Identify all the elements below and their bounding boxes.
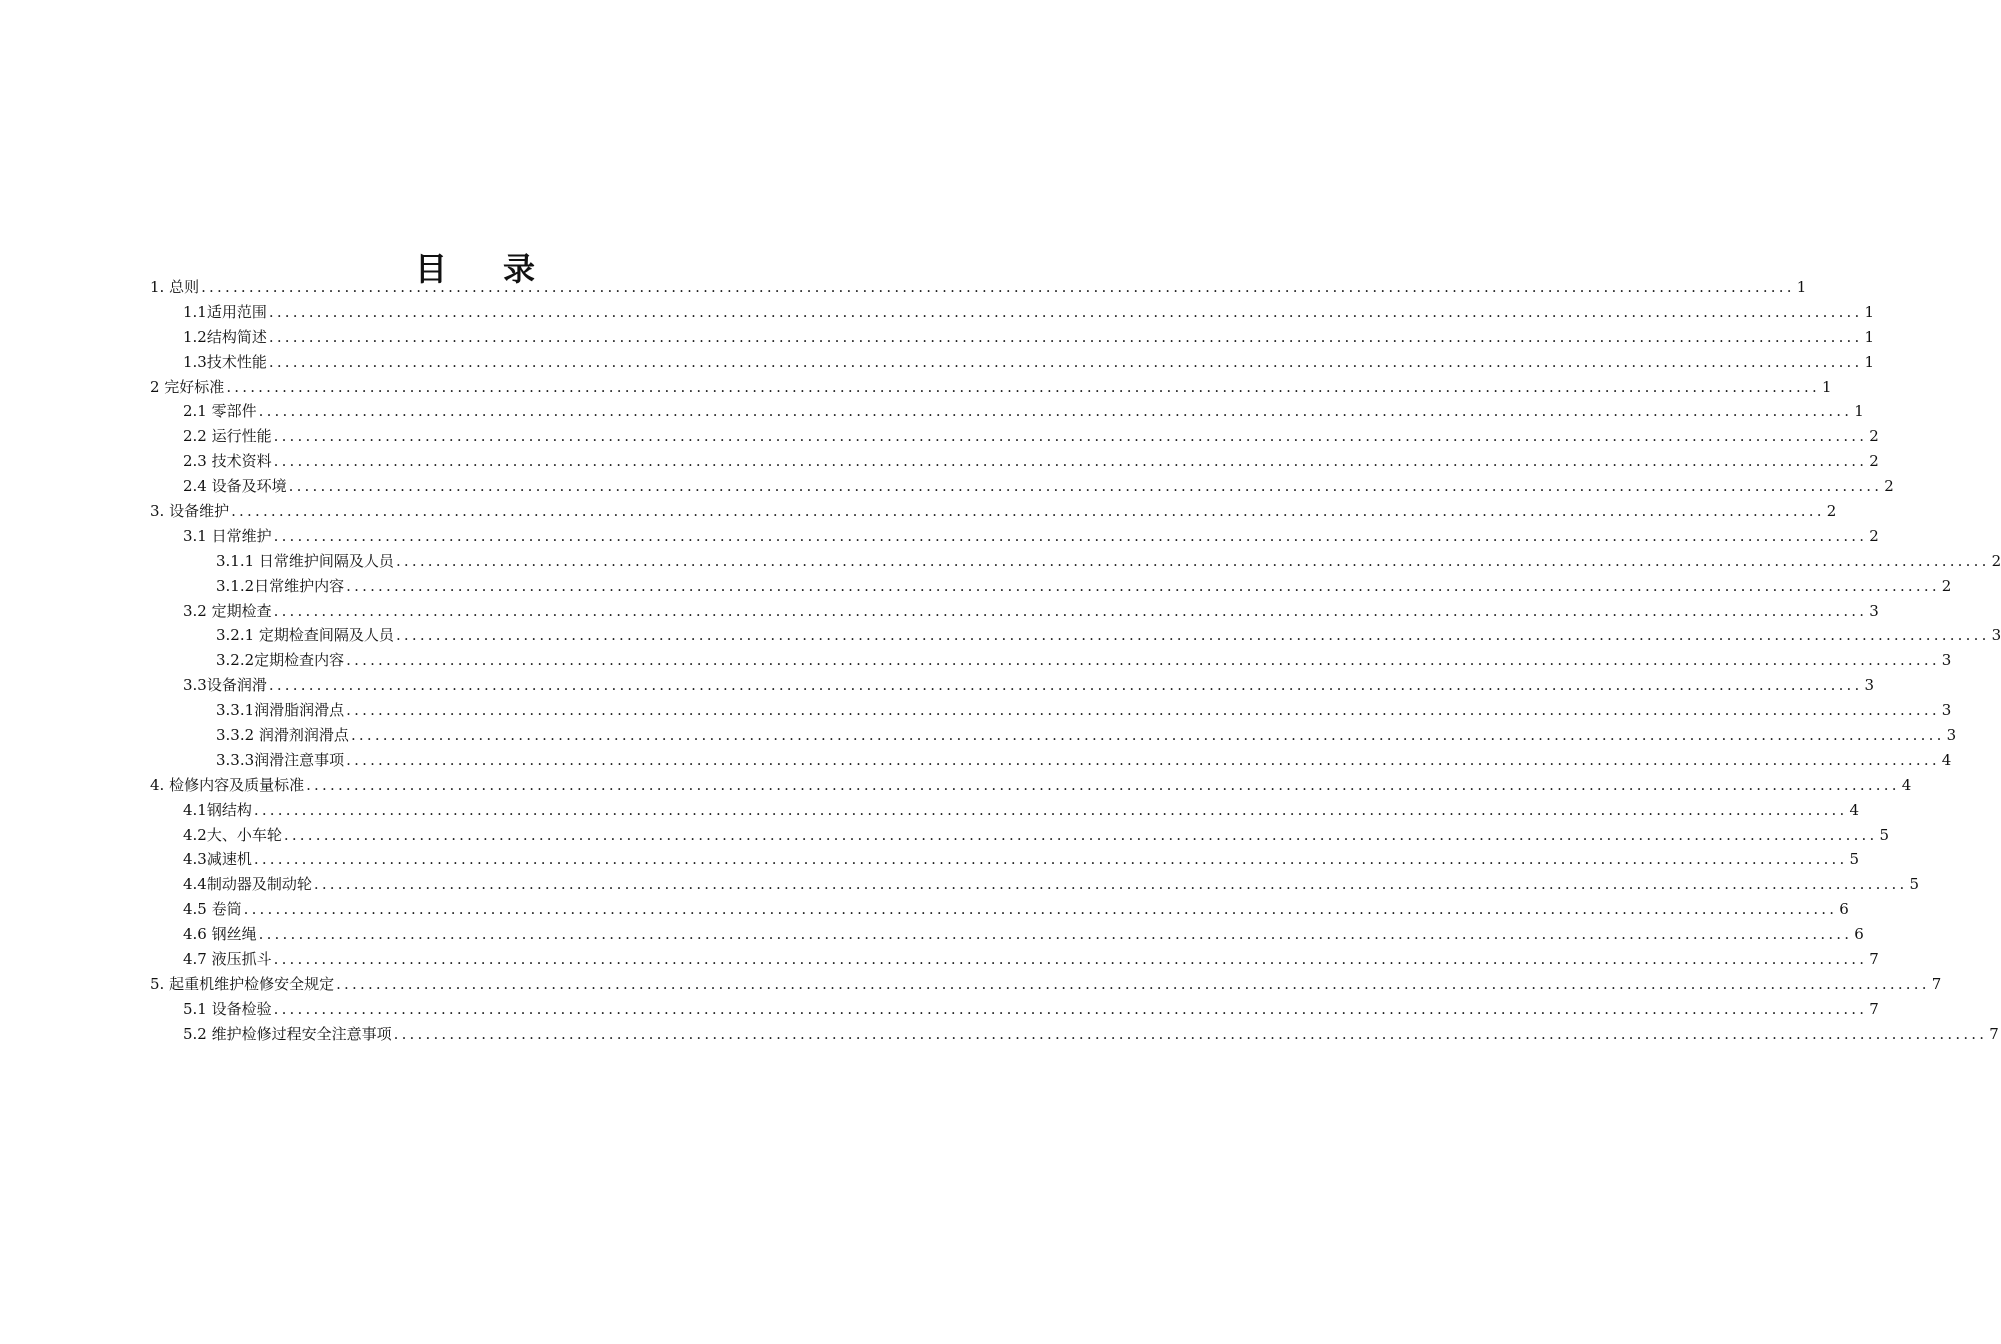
toc-entry[interactable] — [150, 773, 1912, 798]
toc-entry[interactable] — [150, 723, 1957, 748]
toc-entry-text: 4.7 液压抓斗 — [183, 950, 272, 969]
toc-entry-text: 2 完好标准 — [150, 377, 225, 396]
toc-page-number: 5 — [1909, 875, 1920, 894]
toc-dot-leader: ........................................................................................................................................................................................................ — [231, 502, 1825, 521]
toc-entry-text: 1.2结构简述 — [183, 327, 267, 346]
toc-entry[interactable] — [150, 897, 1849, 922]
toc-dot-leader: ........................................................................................................................................................................................................ — [273, 999, 1868, 1018]
toc-entry-text: 2.2 运行性能 — [183, 427, 272, 446]
toc-dot-leader: ........................................................................................................................................................................................................ — [273, 601, 1868, 620]
toc-dot-leader: ........................................................................................................................................................................................................ — [288, 477, 1883, 496]
toc-dot-leader: ........................................................................................................................................................................................................ — [201, 278, 1795, 296]
toc-dot-leader: ........................................................................................................................................................................................................ — [273, 452, 1868, 471]
toc-page-number: 3 — [1991, 626, 2001, 645]
toc-entry[interactable] — [150, 798, 1860, 823]
toc-page-number: 6 — [1839, 900, 1849, 919]
toc-entry[interactable] — [150, 375, 1832, 400]
toc-entry-text: 4.5 卷筒 — [183, 900, 242, 919]
toc-entry-text: 5. 起重机维护检修安全规定 — [150, 974, 335, 993]
toc-page-number: 7 — [1869, 999, 1879, 1018]
toc-page-number: 1 — [1821, 377, 1832, 396]
toc-page-number: 4 — [1941, 750, 1952, 769]
toc-entry[interactable] — [150, 648, 1952, 673]
toc-page-number: 7 — [1989, 1024, 1999, 1043]
toc-entry-text: 3.2.2定期检查内容 — [216, 651, 345, 670]
toc-dot-leader: ........................................................................................................................................................................................................ — [313, 875, 1908, 894]
toc-entry-text: 3.3.2 润滑剂润滑点 — [216, 726, 349, 745]
toc-entry[interactable] — [150, 847, 1860, 872]
toc-entry-text: 4.4制动器及制动轮 — [183, 875, 312, 894]
toc-entry-text: 3.1.1 日常维护间隔及人员 — [216, 551, 394, 570]
table-of-contents — [150, 275, 2001, 1047]
toc-dot-leader: ........................................................................................................................................................................................................ — [346, 701, 1940, 720]
toc-entry[interactable] — [150, 673, 1875, 698]
toc-entry[interactable] — [150, 997, 1879, 1022]
toc-page-number: 4 — [1901, 775, 1912, 794]
toc-entry-text: 2.1 零部件 — [183, 402, 257, 421]
toc-dot-leader: ........................................................................................................................................................................................................ — [243, 900, 1838, 919]
toc-dot-leader: ........................................................................................................................................................................................................ — [253, 850, 1848, 869]
toc-page-number: 3 — [1941, 701, 1952, 720]
toc-dot-leader: ........................................................................................................................................................................................................ — [336, 974, 1930, 993]
toc-entry[interactable] — [150, 275, 1807, 300]
toc-page-number: 1 — [1864, 327, 1875, 346]
toc-entry[interactable] — [150, 872, 1920, 897]
toc-entry-text: 3. 设备维护 — [150, 502, 230, 521]
toc-entry-text: 5.1 设备检验 — [183, 999, 272, 1018]
toc-entry[interactable] — [150, 499, 1837, 524]
toc-page-number: 2 — [1869, 427, 1879, 446]
toc-entry[interactable] — [150, 1022, 1999, 1047]
toc-title-char-2: 录 — [503, 250, 536, 289]
toc-entry[interactable] — [150, 599, 1879, 624]
toc-entry-text: 2.4 设备及环境 — [183, 477, 287, 496]
toc-entry[interactable] — [150, 698, 1952, 723]
toc-page-number: 2 — [1869, 452, 1879, 471]
toc-entry-text: 2.3 技术资料 — [183, 452, 272, 471]
toc-page-number: 5 — [1879, 825, 1890, 844]
toc-entry[interactable] — [150, 424, 1879, 449]
toc-dot-leader: ........................................................................................................................................................................................................ — [393, 1024, 1988, 1043]
toc-dot-leader: ........................................................................................................................................................................................................ — [346, 750, 1940, 769]
toc-entry[interactable] — [150, 972, 1942, 997]
toc-page-number: 4 — [1849, 800, 1860, 819]
toc-page-number: 7 — [1931, 974, 1942, 993]
toc-entry[interactable] — [150, 350, 1875, 375]
toc-dot-leader: ........................................................................................................................................................................................................ — [268, 327, 1863, 346]
toc-page-number: 7 — [1869, 950, 1879, 969]
toc-page-number: 1 — [1864, 352, 1875, 371]
toc-entry-text: 4.2大、小车轮 — [183, 825, 282, 844]
toc-entry[interactable] — [150, 449, 1879, 474]
toc-dot-leader: ........................................................................................................................................................................................................ — [346, 576, 1940, 595]
toc-dot-leader: ........................................................................................................................................................................................................ — [268, 352, 1863, 371]
toc-entry[interactable] — [150, 474, 1894, 499]
toc-dot-leader: ........................................................................................................................................................................................................ — [273, 950, 1868, 969]
toc-page-number: 1 — [1854, 402, 1864, 421]
toc-entry[interactable] — [150, 574, 1952, 599]
toc-entry-text: 3.1 日常维护 — [183, 526, 272, 545]
toc-entry-text: 3.3.1润滑脂润滑点 — [216, 701, 345, 720]
toc-entry[interactable] — [150, 549, 2001, 574]
toc-entry-text: 4.3减速机 — [183, 850, 252, 869]
toc-entry[interactable] — [150, 300, 1875, 325]
toc-dot-leader: ........................................................................................................................................................................................................ — [258, 402, 1853, 421]
toc-page-number: 6 — [1854, 925, 1864, 944]
toc-dot-leader: ........................................................................................................................................................................................................ — [346, 651, 1940, 670]
toc-page-number: 3 — [1946, 726, 1957, 745]
toc-entry[interactable] — [150, 823, 1890, 848]
toc-entry-text: 4.6 钢丝绳 — [183, 925, 257, 944]
toc-page-number: 3 — [1941, 651, 1952, 670]
toc-dot-leader: ........................................................................................................................................................................................................ — [253, 800, 1848, 819]
toc-dot-leader: ........................................................................................................................................................................................................ — [395, 551, 1990, 570]
toc-dot-leader: ........................................................................................................................................................................................................ — [268, 676, 1863, 695]
toc-entry-text: 3.3.3润滑注意事项 — [216, 750, 345, 769]
toc-entry-text: 3.3设备润滑 — [183, 676, 267, 695]
toc-page-number: 1 — [1864, 302, 1875, 321]
toc-entry-text: 1.1适用范围 — [183, 302, 267, 321]
toc-page-number: 2 — [1991, 551, 2001, 570]
toc-page-number: 2 — [1941, 576, 1952, 595]
toc-entry[interactable] — [150, 922, 1864, 947]
toc-dot-leader: ........................................................................................................................................................................................................ — [350, 726, 1945, 745]
toc-entry-text: 3.2.1 定期检查间隔及人员 — [216, 626, 394, 645]
toc-dot-leader: ........................................................................................................................................................................................................ — [306, 775, 1900, 794]
toc-page-number: 2 — [1884, 477, 1894, 496]
toc-dot-leader: ........................................................................................................................................................................................................ — [273, 427, 1868, 446]
toc-entry[interactable] — [150, 748, 1952, 773]
toc-page-number: 2 — [1826, 502, 1837, 521]
toc-entry[interactable] — [150, 325, 1875, 350]
toc-entry-text: 3.2 定期检查 — [183, 601, 272, 620]
toc-dot-leader: ........................................................................................................................................................................................................ — [273, 526, 1868, 545]
toc-entry[interactable] — [150, 399, 1864, 424]
toc-page-number: 2 — [1869, 526, 1879, 545]
toc-entry-text: 1. 总则 — [150, 278, 200, 296]
toc-title-char-1: 目 — [414, 250, 447, 289]
toc-page-number: 3 — [1869, 601, 1879, 620]
toc-dot-leader: ........................................................................................................................................................................................................ — [226, 377, 1820, 396]
toc-page-number: 1 — [1796, 278, 1807, 296]
toc-entry-text: 4.1钢结构 — [183, 800, 252, 819]
toc-dot-leader: ........................................................................................................................................................................................................ — [258, 925, 1853, 944]
toc-entry[interactable] — [150, 623, 2001, 648]
toc-dot-leader: ........................................................................................................................................................................................................ — [395, 626, 1990, 645]
toc-entry[interactable] — [150, 947, 1879, 972]
toc-entry-text: 5.2 维护检修过程安全注意事项 — [183, 1024, 392, 1043]
toc-dot-leader: ........................................................................................................................................................................................................ — [268, 302, 1863, 321]
toc-entry-text: 4. 检修内容及质量标准 — [150, 775, 305, 794]
toc-page-number: 5 — [1849, 850, 1860, 869]
toc-entry-text: 1.3技术性能 — [183, 352, 267, 371]
toc-entry[interactable] — [150, 524, 1879, 549]
toc-entry-text: 3.1.2日常维护内容 — [216, 576, 345, 595]
toc-dot-leader: ........................................................................................................................................................................................................ — [283, 825, 1878, 844]
toc-page-number: 3 — [1864, 676, 1875, 695]
